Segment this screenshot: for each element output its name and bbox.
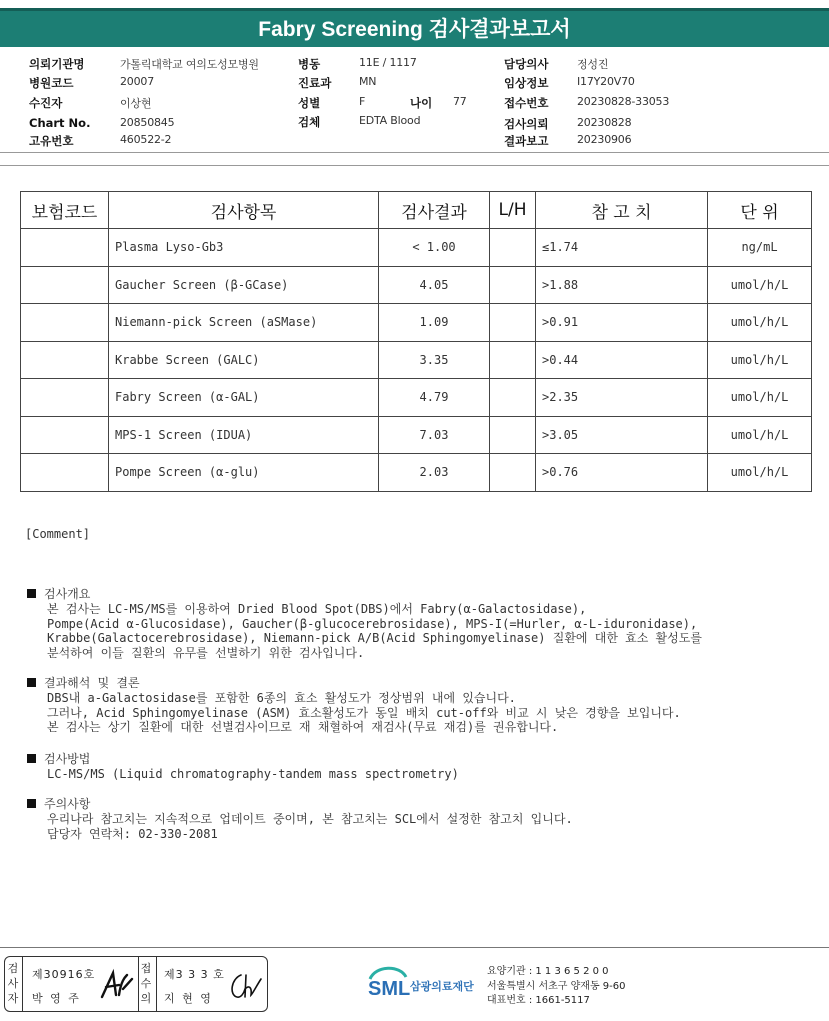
report-title: Fabry Screening 검사결과보고서 [0,8,829,47]
cell-lh [490,304,536,342]
results-table [20,191,812,492]
cell-reference: >3.05 [536,416,708,454]
cell-unit: umol/h/L [708,304,812,342]
cell-item: Fabry Screen (α-GAL) [109,379,379,417]
header-insurance-code: 보험코드 [21,192,109,229]
cell-item: Gaucher Screen (β-GCase) [109,266,379,304]
bullet-square-icon [27,678,36,687]
cell-item: MPS-1 Screen (IDUA) [109,416,379,454]
cell-reference: >0.76 [536,454,708,492]
patient-info [0,56,829,152]
section-line: 본 검사는 LC-MS/MS를 이용하여 Dried Blood Spot(DBS)에서 Fabry(α-Galactosidase), [47,602,587,616]
label-report-date: 결과보고 [504,134,549,148]
divider [156,957,157,1011]
info-separator-2 [0,165,829,166]
tester-license-no: 제30916호 [32,968,96,981]
cell-lh [490,229,536,267]
section-title: 검사개요 [44,587,91,601]
label-patient: 수진자 [29,96,63,110]
value-report-date: 20230906 [577,133,632,146]
value-specimen: EDTA Blood [359,114,421,127]
section-line: 그러나, Acid Sphingomyelinase (ASM) 효소활성도가 동일 배치 cut-off와 비교 시 낮은 경향을 보입니다. [47,705,681,720]
cell-reference: ≤1.74 [536,229,708,267]
cell-code [21,341,109,379]
cell-reference: >0.91 [536,304,708,342]
org-info-line: 요양기관 : 1 1 3 6 5 2 0 0 [487,966,609,977]
footer-separator [0,947,829,948]
table-row [21,341,812,379]
value-request-date: 20230828 [577,116,632,129]
table-row [21,454,812,492]
section-line: 담당자 연락처: 02-330-2081 [47,826,218,841]
cell-lh [490,454,536,492]
cell-code [21,379,109,417]
value-unique-no: 460522-2 [120,133,172,146]
tester-vertical-label: 검 사 자 [7,962,19,1005]
org-contact-info [487,965,626,1009]
label-unique-no: 고유번호 [29,134,74,148]
label-doctor: 담당의사 [504,57,549,71]
value-patient: 이상현 [120,97,152,110]
section-line: 분석하여 이들 질환의 유무를 선별하기 위한 검사입니다. [47,645,365,660]
approver-license-no: 제3 3 3 호 [164,968,225,981]
label-request-date: 검사의뢰 [504,117,549,131]
cell-code [21,416,109,454]
info-separator [0,152,829,153]
header-unit: 단 위 [708,192,812,229]
sml-logo-icon [366,963,486,1003]
section-line: DBS내 a-Galactosidase를 포함한 6종의 효소 활성도가 정상범위 내에 있습니다. [47,691,516,705]
table-header-row [21,192,812,229]
cell-code [21,454,109,492]
section-method [27,752,459,782]
org-info-line: 서울특별시 서초구 양재동 9-60 [487,980,626,992]
org-name: 삼광의료재단 [410,980,474,993]
header-lh: L/H [490,192,536,229]
bullet-square-icon [27,799,36,808]
header-result: 검사결과 [379,192,490,229]
section-line: 우리나라 참고치는 지속적으로 업데이트 중이며, 본 참고치는 SCL에서 설정한 참고치 입니다. [47,812,573,826]
cell-result: 4.05 [379,266,490,304]
section-line: Krabbe(Galactocerebrosidase), Niemann-pick A/B(Acid Sphingomyelinase) 질환에 대한 효소 활성도를 [47,631,702,646]
cell-lh [490,341,536,379]
cell-code [21,304,109,342]
value-age: 77 [453,95,467,108]
section-title: 주의사항 [44,797,91,811]
header-test-item: 검사항목 [109,192,379,229]
cell-lh [490,416,536,454]
section-title: 검사방법 [44,752,91,766]
label-chart-no: Chart No. [29,116,91,130]
cell-code [21,229,109,267]
table-row [21,416,812,454]
cell-item: Plasma Lyso-Gb3 [109,229,379,267]
cell-result: 1.09 [379,304,490,342]
divider [22,957,23,1011]
table-row [21,266,812,304]
label-age: 나이 [410,96,433,110]
cell-result: < 1.00 [379,229,490,267]
cell-result: 3.35 [379,341,490,379]
header-reference: 참 고 치 [536,192,708,229]
cell-reference: >0.44 [536,341,708,379]
cell-unit: umol/h/L [708,454,812,492]
table-row [21,304,812,342]
signature-box [4,956,268,1012]
section-title: 결과해석 및 결론 [44,676,140,690]
value-hospital-code: 20007 [120,75,154,88]
cell-unit: umol/h/L [708,416,812,454]
cell-reference: >2.35 [536,379,708,417]
cell-lh [490,266,536,304]
label-receipt-no: 접수번호 [504,96,549,110]
sml-logo [366,963,486,1007]
tester-name: 박 영 주 [32,992,81,1005]
cell-item: Krabbe Screen (GALC) [109,341,379,379]
cell-lh [490,379,536,417]
approver-name: 지 현 영 [164,992,213,1005]
value-department: MN [359,75,377,88]
section-line: LC-MS/MS (Liquid chromatography-tandem mass spectrometry) [47,767,459,781]
label-institution: 의뢰기관명 [29,57,85,71]
section-line: Pompe(Acid α-Glucosidase), Gaucher(β-glucocerebrosidase), MPS-I(=Hurler, α-L-iduronidase), [47,616,698,631]
section-line: 본 검사는 상기 질환에 대한 선별검사이므로 재 채혈하여 재검사(무료 재검)를 권유합니다. [47,720,559,735]
label-hospital-code: 병원코드 [29,76,74,90]
bullet-square-icon [27,589,36,598]
cell-result: 2.03 [379,454,490,492]
logo-text: SML [368,978,411,1000]
value-sex: F [359,95,366,108]
approver-vertical-label: 접 수 의 [140,962,152,1005]
comment-tag: [Comment] [25,527,91,541]
value-doctor: 정성진 [577,58,609,71]
value-clinical-info: I17Y20V70 [577,75,635,88]
value-ward: 11E / 1117 [359,56,417,69]
bullet-square-icon [27,754,36,763]
cell-item: Pompe Screen (α-glu) [109,454,379,492]
label-ward: 병동 [298,57,321,71]
cell-unit: umol/h/L [708,266,812,304]
section-notes [27,797,573,841]
value-receipt-no: 20230828-33053 [577,95,670,108]
cell-unit: umol/h/L [708,379,812,417]
table-row [21,379,812,417]
label-clinical-info: 임상정보 [504,76,549,90]
label-specimen: 검체 [298,115,321,129]
label-sex: 성별 [298,96,321,110]
cell-unit: umol/h/L [708,341,812,379]
section-interpretation [27,676,681,735]
cell-code [21,266,109,304]
value-chart-no: 20850845 [120,116,175,129]
cell-item: Niemann-pick Screen (aSMase) [109,304,379,342]
cell-result: 4.79 [379,379,490,417]
cell-unit: ng/mL [708,229,812,267]
cell-result: 7.03 [379,416,490,454]
approver-signature-icon [227,969,265,1003]
table-row [21,229,812,267]
org-info-line: 대표번호 : 1661-5117 [487,995,590,1006]
cell-reference: >1.88 [536,266,708,304]
label-department: 진료과 [298,76,332,90]
tester-signature-icon [99,967,135,1003]
section-overview [27,587,702,660]
value-institution: 가톨릭대학교 여의도성모병원 [120,58,259,71]
